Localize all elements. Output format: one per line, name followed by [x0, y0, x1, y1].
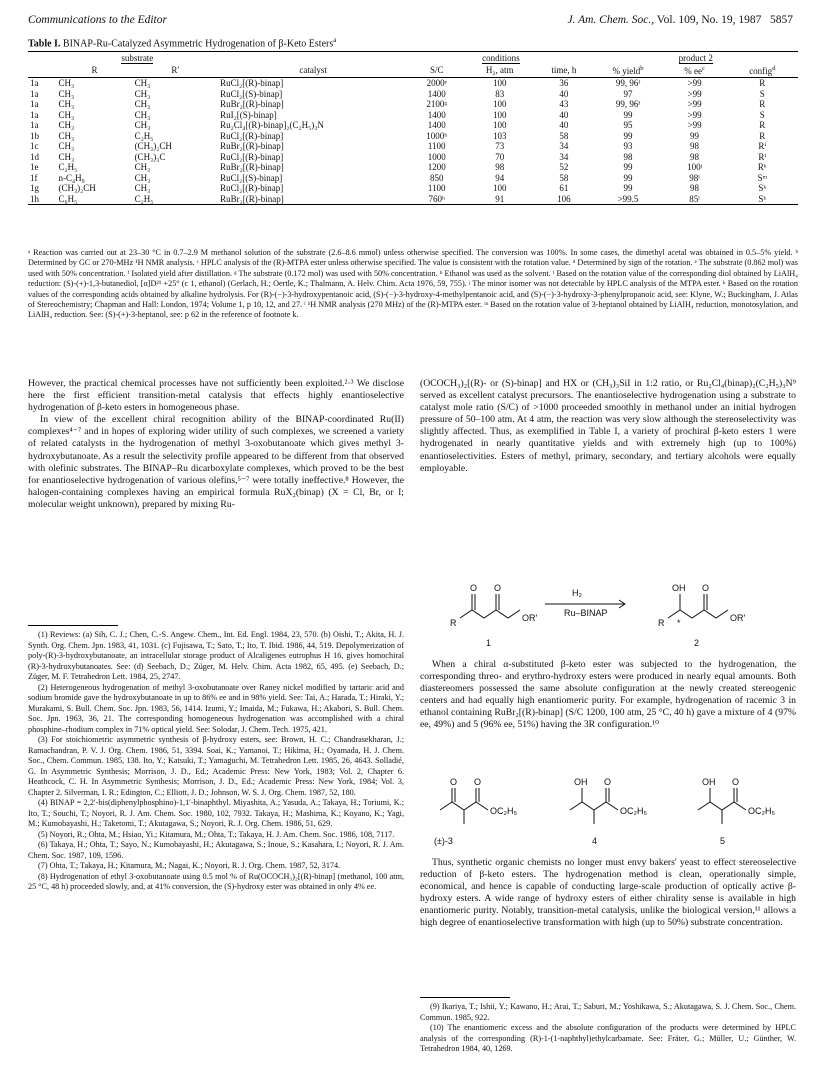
table-cell: CH₃: [58, 78, 75, 88]
table-cell: CH₃: [134, 99, 151, 109]
table-cell: 36: [559, 78, 569, 88]
group-product: product 2: [678, 53, 713, 63]
table-cell: 98: [690, 151, 700, 162]
table-row: [28, 110, 798, 121]
table-cell: 100: [492, 120, 507, 130]
col-header: H₂, atm: [465, 64, 534, 78]
table-cell: CH₃: [134, 109, 151, 120]
scheme-R: R: [658, 618, 665, 628]
table-cell: 97: [623, 88, 633, 99]
table-cell: R: [759, 120, 766, 130]
compound-number-5: 5: [720, 836, 726, 846]
page-number: 5857: [770, 14, 793, 26]
table-cell: 106: [534, 194, 593, 205]
table-cell: 1400: [427, 88, 446, 99]
table-cell: 1000ʰ: [426, 130, 448, 141]
table-cell: (CH₃)₃C: [134, 151, 166, 162]
reference: (10) The enantiomeric excess and the absolute configuration of the products were determined by HPLC analysis of the corresponding (R)-1-(1-naphthyl)ethylcarbamate. See: Fräter, G.; Müller, U.; Günther, W. Tetrahedron 1984, 40, 1269.: [420, 1023, 796, 1053]
table-cell: 100: [492, 109, 507, 120]
table-row: [28, 173, 798, 184]
table-cell: 93: [623, 141, 633, 151]
table-cell: 40: [559, 88, 569, 99]
table-cell: 94: [495, 172, 505, 183]
table-cell: CH₃: [134, 88, 151, 99]
table-cell: 760ʰ: [408, 194, 465, 205]
col-header: catalyst: [218, 64, 408, 78]
table-cell: R: [759, 78, 766, 88]
col-header-config: config$^d$: [727, 64, 798, 78]
table-cell: 1f: [30, 172, 38, 183]
table-title-sup: a: [333, 36, 337, 44]
table-cell: CH₃: [58, 130, 75, 141]
reference: (2) Heterogeneous hydrogenation of methyl 3-oxobutanoate over Raney nickel modified by tartaric acid and sodium bromide gave the hydroxybutanoate in up to 86% ee and in 98% yield. See: Tai, A.; Harada, T.; Hiraki, Y.; Murakami, S. Bull. Chem. Soc. Jpn. 1983, 56, 1414. Izumi, Y.; Imaida, M.; Fukawa, H.; Akabori, S. Bull. Chem. Soc. Jpn. 1963, 36, 21. The corresponding homogeneous hydrogenation was accomplished with a chiral phosphine–rhodium complex in 71% optical yield. See: Solodar, J. Chem. Tech. 1975, 421.: [28, 682, 404, 734]
table-cell: 83: [495, 88, 505, 99]
table-row: [28, 120, 798, 131]
struct-O: O: [474, 777, 482, 787]
table-cell: 1a: [30, 99, 39, 109]
results-table: [28, 51, 798, 205]
table-cell: (CH₃)₂CH: [134, 141, 172, 151]
table-cell: RuCl₂[(R)-binap]: [220, 151, 284, 162]
paragraph: (OCOCH₃)₂[(R)- or (S)-binap] and HX or (CH₃)₃SiI in 1:2 ratio, or Ru₂Cl₄(binap)₂(C₂H₅)₃N⁹ served as excellent catalyst precursors. The enantioselective hydrogenation using a substrate to catalyst mole ratio (S/C) of >1000 proceeded smoothly in methanol under an initial hydrogen pressure of 50–100 atm. At 4 atm, the reaction was very slow although the stereoselectivity was slightly affected. Thus, as exemplified in Table I, a variety of prochiral β-keto esters 1 were hydrogenated in nearly quantitative yields and with extremely high (up to 100%) enantioselectivities. Esters of methyl, primary, secondary, and tertiary alcohols were equally employable.: [420, 378, 796, 474]
table-label: Table I.: [28, 38, 61, 50]
reference: (6) Takaya, H.; Ohta, T.; Sayo, N.; Kumobayashi, H.; Akutagawa, S.; Inoue, S.; Kasahara, I.; Noyori, R. J. Am. Chem. Soc. 1987, 109, 1596.: [28, 840, 404, 860]
table-cell: 58: [559, 172, 569, 183]
table-cell: C₂H₅: [58, 162, 78, 172]
struct-OEt: OC₂H₅: [490, 806, 518, 816]
table-footnotes: ᵃ Reaction was carried out at 23–30 °C in 0.7–2.9 M methanol solution of the substrate (2.6–8.6 mmol) unless otherwise specified. The conversion was 100%. In some cases, the dimethyl acetal was obtained in 0.5–5% yield. ᵇ Determined by GC or 270-MHz ¹H NMR analysis. ᶜ HPLC analysis of the (R)-MTPA ester unless otherwise specified. The value is consistent with the rotation value. ᵈ Determined by sign of the rotation. ᵉ The substrate (0.862 mol) was used with 50% concentration. ᶠ Isolated yield after distillation. ᵍ The substrate (0.172 mol) was used with 50% concentration. ʰ Ethanol was used as the solvent. ⁱ Based on the rotation value of the corresponding diol obtained by LiAlH₄ reduction: (S)-(+)-1,3-butanediol, [α]D²¹ +25° (c 1, ethanol) (Gerlach, H.; Oertle, K.; Thalmann, A. Helv. Chim. Acta 1976, 59, 755). ʲ The minor isomer was not detectable by HPLC analysis of the MTPA ester. ᵏ Based on the rotation values of the corresponding acids obtained by alkaline hydrolysis. For (R)-(−)-3-hydroxypentanoic acid, (S)-(−)-3-hydroxy-4-methylpentanoic acid, and (S)-(−)-3-hydroxy-3-phenylpropanoic acid, see: Klyne, W.; Buckingham, J. Atlas of Stereochemistry; Chapman and Hall: London, 1974; Volume 1, p 10, 12, and 27. ˡ ¹H NMR analysis (270 MHz) of the (R)-MTPA ester. ᵐ Based on the rotation value of 3-heptanol obtained by LiAlH₄ reduction, monotosylation, and LiAlH₄ reduction. See: (S)-(+)-3-heptanol, see: p 62 in the reference of footnote k.: [28, 248, 798, 320]
table-cell: 850: [429, 172, 444, 183]
table-cell: 58: [559, 130, 569, 141]
journal-name: J. Am. Chem. Soc.,: [567, 14, 655, 26]
table-cell: 100: [492, 183, 507, 193]
table-cell: 99, 96ᶠ: [615, 78, 641, 88]
table-cell: 1b: [30, 130, 39, 141]
table-cell: Rᵏ: [757, 162, 767, 172]
body-column-right: [420, 378, 796, 475]
table-cell: 98: [690, 183, 700, 193]
table-row: [28, 141, 798, 152]
reference: (8) Hydrogenation of ethyl 3-oxobutanoate using 0.5 mol % of Ru(OCOCH₃)₂[(R)-binap] (methanol, 100 atm, 25 °C, 48 h) proceeded slowly, and, at 41% conversion, the (S)-hydroxy ester was obtained in only 4% ee.: [28, 871, 404, 891]
compound-number-2: 2: [694, 638, 700, 648]
footnote-rule: [28, 625, 118, 626]
table-cell: 103: [492, 130, 507, 141]
table-row: [28, 99, 798, 110]
table-cell: 1000: [427, 151, 446, 162]
table-cell: R: [759, 99, 766, 109]
table-row: [28, 183, 798, 194]
compound-structures: [420, 770, 796, 850]
table-cell: 91: [465, 194, 534, 205]
table-cell: >99: [687, 99, 702, 109]
table-cell: 43: [559, 99, 569, 109]
table-cell: CH₃: [134, 120, 151, 130]
table-row: [28, 194, 798, 205]
table-header-row: [28, 64, 798, 78]
table-cell: CH₃: [58, 151, 75, 162]
table-cell: Rⁱ: [758, 151, 767, 162]
table-cell: CH₃: [58, 88, 75, 99]
table-cell: 2000ᵉ: [426, 78, 447, 88]
table-cell: 99, 96ᶠ: [615, 99, 641, 109]
compound-number-1: 1: [486, 638, 492, 648]
table-cell: 99: [623, 109, 633, 120]
footnote-rule: [420, 997, 510, 998]
body-column-right-2: [420, 659, 796, 732]
table-cell: 1d: [30, 151, 39, 162]
table-cell: RuBr₂[(R)-binap]: [220, 99, 284, 109]
paragraph: However, the practical chemical processes have not sufficiently been exploited.²·³ We disclose here the first efficient transition-metal catalysis that effects highly enantioselective hydrogenation of β-keto esters in homogeneous phase.: [28, 378, 404, 414]
group-substrate: substrate: [121, 53, 154, 63]
scheme-reagent-top: H₂: [572, 588, 582, 598]
struct-OEt: OC₂H₅: [748, 806, 776, 816]
table-cell: 52: [559, 162, 569, 172]
table-cell: 99: [623, 172, 633, 183]
table-cell: 2100ᵍ: [426, 99, 448, 109]
table-cell: RuCl₂[(R)-binap]: [220, 183, 284, 193]
table-row: [28, 162, 798, 173]
volume: Vol. 109, No. 19, 1987: [656, 14, 762, 26]
table-cell: CH₃: [134, 183, 151, 193]
table-cell: 40: [559, 109, 569, 120]
table-cell: 100ʲ: [687, 162, 702, 172]
scheme-O: O: [494, 583, 502, 593]
body-column-right-3: [420, 857, 796, 930]
table-cell: CH₃: [134, 172, 151, 183]
table-row: [28, 131, 798, 142]
table-cell: 34: [559, 151, 569, 162]
reaction-scheme: [440, 558, 780, 653]
scheme-star: *: [677, 618, 681, 628]
reference: (5) Noyori, R.; Ohta, M.; Hsiao, Yi.; Kitamura, M.; Ohta, T.; Takaya, H. J. Am. Chem. Soc. 1986, 108, 7117.: [38, 829, 395, 839]
struct-O: O: [732, 777, 740, 787]
col-header: time, h: [534, 64, 593, 78]
table-cell: 100: [492, 78, 507, 88]
table-cell: 1100: [427, 183, 446, 193]
scheme-O: O: [702, 583, 710, 593]
table-cell: 1400: [427, 120, 446, 130]
scheme-OH: OH: [672, 583, 686, 593]
table-cell: 98: [623, 151, 633, 162]
col-header: S/C: [408, 64, 465, 78]
table-cell: >99: [687, 109, 702, 120]
table-cell: C₂H₅: [133, 194, 219, 205]
table-cell: RuCl₂[(R)-binap]: [220, 78, 284, 88]
col-header-ee: % $ee^c$: [662, 64, 726, 78]
table-cell: CH₃: [58, 109, 75, 120]
compound-number-3: (±)-3: [434, 836, 453, 846]
table-cell: Ru₂Cl₄[(R)-binap]₂(C₂H₅)₃N: [220, 120, 324, 130]
reference: (4) BINAP = 2,2′-bis(diphenylphosphino)-1,1′-binaphthyl. Miyashita, A.; Yasuda, A.; Takaya, H.; Toriumi, K.; Ito, T.; Souchi, T.; Noyori, R. J. Am. Chem. Soc. 1980, 102, 7932. Takaya, H.; Mashima, K.; Koyano, K.; Yagi, M.; Kumobayashi, H.; Taketomi, T.; Akutagawa, S.; Noyori, R. J. Org. Chem. 1986, 51, 629.: [28, 798, 404, 828]
table-cell: 70: [495, 151, 505, 162]
table-cell: >99: [687, 78, 702, 88]
table-title: BINAP-Ru-Catalyzed Asymmetric Hydrogenation of β-Keto Esters: [62, 38, 334, 50]
table-cell: Sᵐ: [757, 172, 768, 183]
table-cell: RuBr₂[(R)-binap]: [220, 141, 284, 151]
table-cell: Sᵏ: [758, 183, 767, 193]
struct-OH: OH: [574, 777, 588, 787]
paragraph: When a chiral α-substituted β-keto ester was subjected to the hydrogenation, the corresponding threo- and erythro-hydroxy esters were produced in nearly equal amounts. Both diastereomers possessed the same absolute configuration at the newly created stereogenic centers and had equally high enantiomeric purity. For example, hydrogenation of racemic 3 in ethanol containing RuBr₂[(R)-binap] (S/C 1200, 100 atm, 25 °C, 40 h) gave a mixture of 4 (97% ee, 49%) and 5 (96% ee, 51%) having the 3R configuration.¹⁰: [420, 659, 796, 731]
table-cell: S: [759, 88, 765, 99]
struct-O: O: [604, 777, 612, 787]
table-cell: 85ˡ: [662, 194, 726, 205]
table-row: [28, 152, 798, 163]
table-cell: 1200: [427, 162, 446, 172]
table-cell: CH₃: [134, 162, 151, 172]
table-cell: 99: [623, 183, 633, 193]
table-body: [28, 78, 798, 205]
reference: (3) For stoichiometric asymmetric synthesis of β-hydroxy esters, see: Brown, H. C.; Chandrasekharan, J.; Ramachandran, P. V. J. Org. Chem. 1986, 51, 3394. Soai, K.; Yamanoi, T.; Hikima, H.; Oyamada, H. J. Chem. Soc., Chem. Commun. 1985, 138. Ito, Y.; Katsuki, T.; Yamaguchi, M. Tetrahedron Lett. 1985, 26, 4643. Solladié, G. In Asymmetric Synthesis; Morrison, J. D., Ed.; Academic Press: New York, 1983; Vol. 2, Chapter 6. Heathcock, C. H. In Asymmetric Synthesis; Morrison, J. D., Ed.; Academic Press: New York, 1984; Vol. 3, Chapter 2. Silverman, I. R.; Edington, C.; Elliott, J. D.; Johnson, W. S. J. Org. Chem. 1987, 52, 180.: [28, 735, 404, 797]
table-cell: 1a: [30, 88, 39, 99]
reference: (7) Ohta, T.; Takaya, H.; Kitamura, M.; Nagai, K.; Noyori, R. J. Org. Chem. 1987, 52, 3174.: [38, 861, 341, 870]
table-cell: R: [759, 130, 766, 141]
group-conditions: conditions: [482, 53, 520, 63]
journal-citation: [567, 14, 793, 26]
scheme-OR: OR′: [522, 613, 538, 623]
col-header-yield: % yield$^b$: [594, 64, 663, 78]
struct-O: O: [450, 777, 458, 787]
table-cell: 40: [559, 120, 569, 130]
table-cell: CH₃: [58, 120, 75, 130]
table-cell: (CH₃)₂CH: [58, 183, 96, 193]
table-cell: 1h: [28, 194, 57, 205]
table-cell: 98: [690, 141, 700, 151]
table-cell: >99: [687, 88, 702, 99]
section-title: Communications to the Editor: [28, 14, 167, 26]
table-cell: C₆H₅: [57, 194, 133, 205]
paragraph: In view of the excellent chiral recognition ability of the BINAP-coordinated Ru(II) complexes⁴⁻⁷ and in hopes of exploring wider utility of such complexes, we screened a variety of related catalysts in the hydrogenation of methyl 3-oxobutanoate which gives methyl 3-hydroxybutanoate. As a result the selectivity profile appeared to be different from that observed with olefinic substrates. The BINAP–Ru dicarboxylate complexes, which proved to be the best for enantioselective hydrogenation of various olefins,⁵⁻⁷ were totally ineffective.⁸ However, the halogen-containing complexes having an empirical formula RuX₂(binap) (X = Cl, Br, or I; molecular weight unknown), prepared by mixing Ru-: [28, 414, 404, 510]
col-header: R′: [133, 64, 219, 78]
table-cell: >99: [687, 120, 702, 130]
table-cell: 99: [690, 130, 700, 141]
table-cell: RuI₂[(S)-binap]: [220, 109, 277, 120]
scheme-R: R: [450, 618, 457, 628]
scheme-O: O: [470, 583, 478, 593]
table-cell: 99: [623, 130, 633, 141]
table-caption: [28, 36, 336, 49]
table-cell: 61: [559, 183, 569, 193]
compound-number-4: 4: [592, 836, 598, 846]
table-cell: 1c: [30, 141, 39, 151]
table-cell: 1e: [30, 162, 39, 172]
table-cell: 73: [495, 141, 505, 151]
table-cell: Sᵏ: [727, 194, 798, 205]
table-cell: 100: [492, 99, 507, 109]
table-cell: n-C₄H₉: [58, 172, 85, 183]
table-cell: 1100: [427, 141, 446, 151]
table-cell: 1a: [30, 109, 39, 120]
table-cell: 1400: [427, 109, 446, 120]
table-row: [28, 78, 798, 89]
table-cell: RuCl₂[(S)-binap]: [220, 172, 283, 183]
table-cell: 98ˡ: [689, 172, 700, 183]
col-header: R: [57, 64, 133, 78]
table-cell: 34: [559, 141, 569, 151]
table-cell: RuCl₂[(R)-binap]: [220, 130, 284, 141]
col-header: [28, 64, 57, 78]
table-cell: RuBr₂[(R)-binap]: [220, 162, 284, 172]
table-cell: CH₃: [58, 141, 75, 151]
paragraph: Thus, synthetic organic chemists no longer must envy bakers' yeast to effect stereoselective reduction of β-keto esters. The hydrogenation method is clean, operationally simple, economical, and hence is capable of conducting large-scale production of optically active β-hydroxy esters. A wide range of hydroxy esters of either chirality sense is available in high enantiomeric purity. Notably, transition-metal catalysis, unlike the biological version,¹¹ allows a high degree of enantioselective transformation with high (up to 50%) substrate concentration.: [420, 857, 796, 929]
reference: (9) Ikariya, T.; Ishii, Y.; Kawano, H.; Arai, T.; Saburi, M.; Yoshikawa, S.; Akutagawa, S. J. Chem. Soc., Chem. Commun. 1985, 922.: [420, 1002, 796, 1022]
running-header: [28, 14, 793, 32]
table-cell: 1g: [30, 183, 39, 193]
struct-OEt: OC₂H₅: [620, 806, 648, 816]
reference: (1) Reviews: (a) Sih, C. J.; Chen, C.-S. Angew. Chem., Int. Ed. Engl. 1984, 23, 570. (b) Oishi, T.; Akita, H. J. Synth. Org. Chem. Jpn. 1983, 41, 1031. (c) Fujisawa, T.; Sato, T.; Ito, T. Ibid. 1986, 44, 519. Depolymerization of poly-(R)-3-hydroxybutanoate, an intracellular storage product of Alcaligenes eutrophus H 16, gives homochiral (R)-3-hydroxybutanoates. See: (d) Seebach, D.; Züger, M. Helv. Chim. Acta 1982, 65, 495. (e) Seebach, D.; Züger, M. F. Tetrahedron Lett. 1984, 25, 2747.: [28, 630, 404, 681]
table-cell: S: [759, 109, 765, 120]
references-right: [420, 1002, 796, 1055]
scheme-reagent-bottom: Ru–BINAP: [564, 608, 608, 618]
table-cell: RuCl₂[(S)-binap]: [220, 88, 283, 99]
table-cell: CH₃: [134, 78, 151, 88]
table-cell: 95: [623, 120, 633, 130]
table-cell: >99.5: [594, 194, 663, 205]
table-cell: C₂H₅: [134, 130, 154, 141]
references-left: [28, 630, 404, 893]
table-cell: RuBr₂[(R)-binap]: [218, 194, 408, 205]
struct-OH: OH: [702, 777, 716, 787]
scheme-OR: OR′: [730, 613, 746, 623]
table-cell: 99: [623, 162, 633, 172]
table-cell: 1a: [30, 120, 39, 130]
body-column-left: [28, 378, 404, 511]
table-row: [28, 89, 798, 100]
table-cell: 98: [495, 162, 505, 172]
table-cell: Rⁱ: [758, 141, 767, 151]
table-cell: CH₃: [58, 99, 75, 109]
table-cell: 1a: [30, 78, 39, 88]
